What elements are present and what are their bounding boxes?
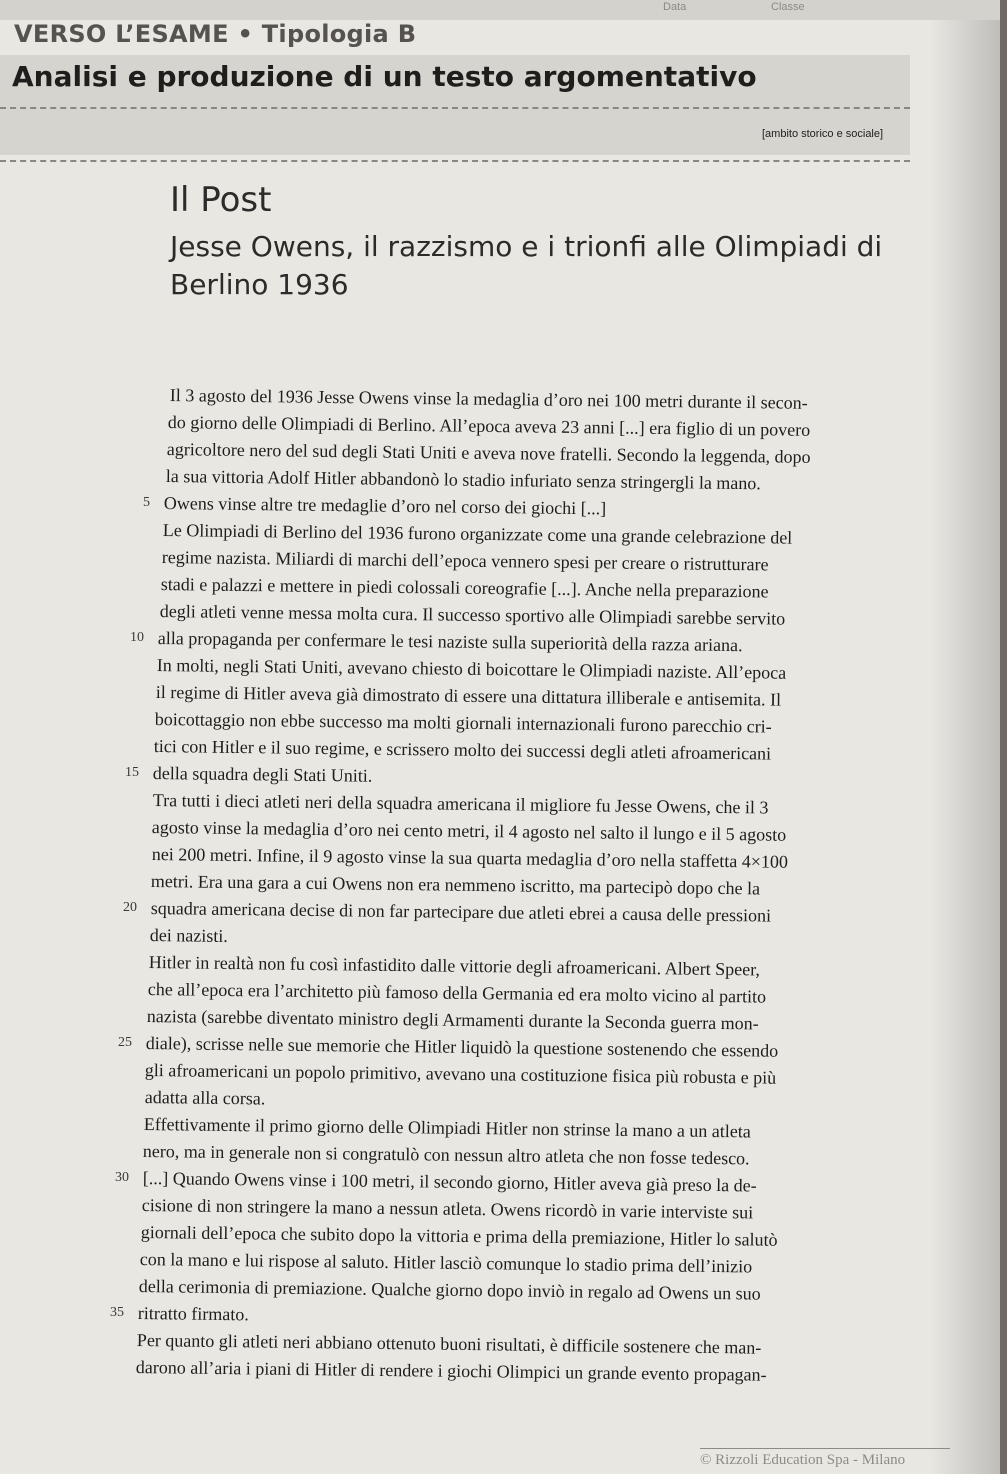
line-number: 25 [118,1035,132,1050]
article-line: metri. Era una gara a cui Owens non era nemmeno iscritto, ma partecipò dopo che la [150,871,761,899]
line-number: 15 [125,765,139,780]
article-line: la sua vittoria Adolf Hitler abbandonò lo stadio infuriato senza stringergli la mano. [165,466,761,494]
article-source: Il Post [170,180,272,220]
article-line: Owens vinse altre tre medaglie d’oro nel corso dei giochi [...] [163,493,607,519]
article-line: agosto vinse la medaglia d’oro nei cento metri, il 4 agosto nel salto il lungo e il 5 agosto [151,817,787,845]
article-line: agricoltore nero del sud degli Stati Uniti e aveva nove fratelli. Secondo la leggenda, dopo [166,439,811,467]
line-number: 10 [130,630,144,645]
article-line: regime nazista. Miliardi di marchi dell’epoca vennero spesi per creare o ristrutturare [161,547,769,575]
classe-label: Classe [771,1,805,13]
article-line: dei nazisti. [149,925,228,946]
header-bottom-divider [0,160,910,162]
article-line: il regime di Hitler aveva già dimostrato di essere una dittatura illiberale e antisemita. Il [155,682,782,710]
article-line: Per quanto gli atleti neri abbiano ottenuto buoni risultati, è difficile sostenere che man- [136,1330,762,1358]
article-line: giornali dell’epoca che subito dopo la vittoria e prima della premiazione, Hitler lo salutò [140,1222,778,1250]
article-line: [...] Quando Owens vinse i 100 metri, il secondo giorno, Hitler aveva già preso la de- [142,1168,757,1196]
article-line: nei 200 metri. Infine, il 9 agosto vinse la sua quarta medaglia d’oro nella staffetta 4×100 [151,844,789,872]
article-line: ritratto firmato. [137,1303,249,1325]
copyright: © Rizzoli Education Spa - Milano [700,1452,906,1468]
article-line: darono all’aria i piani di Hitler di rendere i giochi Olimpici un grande evento propagan- [135,1357,767,1385]
article-line: tici con Hitler e il suo regime, e scrissero molto dei successi degli atleti afroamericani [153,736,772,764]
article-line: gli afroamericani un popolo primitivo, avevano una costituzione fisica più robusta e più [144,1060,777,1088]
article-line: Le Olimpiadi di Berlino del 1936 furono organizzate come una grande celebrazione del [162,520,793,548]
article-line: che all’epoca era l’architetto più famoso della Germania ed era molto vicino al partito [147,979,767,1007]
line-number: 30 [115,1170,129,1185]
line-number: 20 [123,900,137,915]
article-line: squadra americana decise di non far partecipare due atleti ebrei a causa delle pressioni [150,898,772,926]
article-line: Effettivamente il primo giorno delle Olimpiadi Hitler non strinse la mano a un atleta [143,1114,751,1142]
article-line: boicottaggio non ebbe successo ma molti giornali internazionali furono parecchio cri- [154,709,772,737]
article-line: della squadra degli Stati Uniti. [152,763,373,786]
article-headline: Jesse Owens, il razzismo e i trionfi alle Olimpiadi di Berlino 1936 [170,230,883,301]
article-line: diale), scrisse nelle sue memorie che Hitler liquidò la questione sostenendo che essendo [145,1033,779,1061]
article-line: della cerimonia di premiazione. Qualche giorno dopo inviò in regalo ad Owens un suo [138,1276,761,1304]
ambit-label: [ambito storico e sociale] [762,128,884,140]
article-line: stadi e palazzi e mettere in piedi colossali coreografie [...]. Anche nella preparazione [160,574,769,602]
article-line: nazista (sarebbe diventato ministro degli Armamenti durante la Seconda guerra mon- [146,1006,759,1034]
article-line: Il 3 agosto del 1936 Jesse Owens vinse la medaglia d’oro nei 100 metri durante il secon- [169,385,808,413]
article-line: Hitler in realtà non fu così infastidito dalle vittorie degli afroamericani. Albert Speer, [148,952,761,980]
line-number: 35 [110,1305,124,1320]
copyright-rule [700,1448,950,1449]
article-line: do giorno delle Olimpiadi di Berlino. All’epoca aveva 23 anni [...] era figlio di un povero [167,412,811,440]
header-divider [0,107,910,109]
exercise-title: Analisi e produzione di un testo argomentativo [12,60,757,93]
article-line: con la mano e lui rispose al saluto. Hitler lasciò comunque lo stadio prima dell’inizio [139,1249,753,1277]
article-line: adatta alla corsa. [144,1087,266,1109]
article-line: alla propaganda per confermare le tesi naziste sulla superiorità della razza ariana. [157,628,743,656]
data-label: Data [663,1,687,13]
article-line: cisione di non stringere la mano a nessun atleta. Owens ricordò in varie interviste sui [141,1195,754,1223]
article-line: Tra tutti i dieci atleti neri della squadra americana il migliore fu Jesse Owens, che il 3 [152,790,769,818]
top-strip [0,0,1000,20]
article-line: In molti, negli Stati Uniti, avevano chiesto di boicottare le Olimpiadi naziste. All’epoca [156,655,787,683]
line-number: 5 [143,495,150,510]
exam-kicker: VERSO L’ESAME • Tipologia B [14,20,417,48]
page-curl-shadow [930,0,1000,1474]
article-line: degli atleti venne messa molta cura. Il successo sportivo alle Olimpiadi sarebbe servito [159,601,786,629]
article-line: nero, ma in generale non si congratulò con nessun altro atleta che non fosse tedesco. [142,1141,750,1169]
